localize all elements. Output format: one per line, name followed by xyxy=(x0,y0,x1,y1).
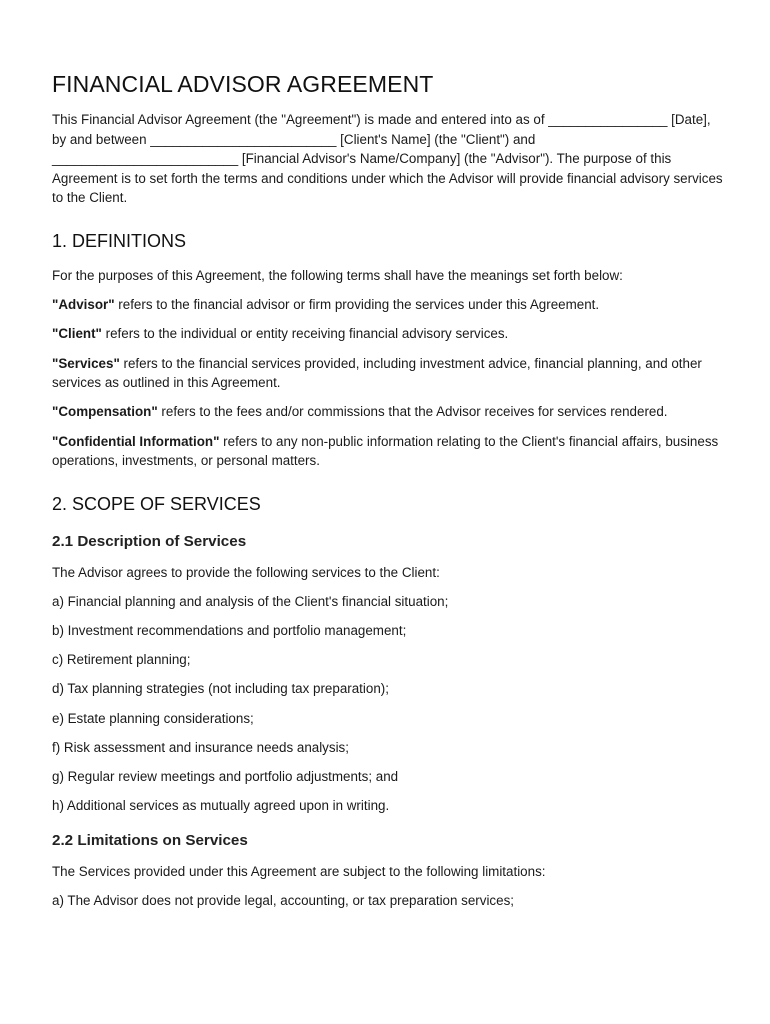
description-of-services-heading: 2.1 Description of Services xyxy=(52,532,247,550)
definition-text: refers to the fees and/or commissions that the Advisor receives for services rendered. xyxy=(157,404,668,420)
list-item: e) Estate planning considerations; xyxy=(52,710,254,726)
list-item: h) Additional services as mutually agreed upon in writing. xyxy=(52,798,390,814)
definition-term: "Confidential Information" xyxy=(52,433,220,449)
list-item: g) Regular review meetings and portfolio adjustments; and xyxy=(52,769,399,784)
definition-text: refers to the financial advisor or firm providing the services under this Agreement. xyxy=(114,297,600,313)
definition-services xyxy=(52,354,724,393)
definition-term: "Advisor" xyxy=(52,297,115,313)
definition-term: "Compensation" xyxy=(52,404,158,420)
definition-confidential-information xyxy=(52,432,724,471)
definition-compensation xyxy=(52,402,724,422)
definition-term: "Client" xyxy=(52,326,102,342)
list-item: f) Risk assessment and insurance needs analysis; xyxy=(52,739,349,755)
description-lead: The Advisor agrees to provide the following services to the Client: xyxy=(52,564,440,580)
definition-client xyxy=(52,324,724,344)
definition-text: refers to any non-public information relating to the Client's financial affairs, business operations, investments, or personal matters. xyxy=(52,433,719,469)
document-page xyxy=(52,68,724,920)
scope-heading: 2. SCOPE OF SERVICES xyxy=(52,493,261,514)
list-item: d) Tax planning strategies (not including tax preparation); xyxy=(52,681,389,697)
list-item: a) The Advisor does not provide legal, accounting, or tax preparation services; xyxy=(52,892,514,908)
list-item: b) Investment recommendations and portfolio management; xyxy=(52,623,407,639)
limitations-lead: The Services provided under this Agreement are subject to the following limitations: xyxy=(52,863,546,879)
list-item: c) Retirement planning; xyxy=(52,652,191,668)
definitions-lead: For the purposes of this Agreement, the following terms shall have the meanings set forth below: xyxy=(52,267,623,283)
definition-term: "Services" xyxy=(52,355,120,371)
definition-text: refers to the financial services provided, including investment advice, financial planning, and other services as outlined in this Agreement. xyxy=(52,355,702,391)
document-title: FINANCIAL ADVISOR AGREEMENT xyxy=(52,71,434,97)
intro-paragraph: This Financial Advisor Agreement (the "Agreement") is made and entered into as of ________________ [Date], by and between _________________________ [Client's Name] (the "Client") and _________________________ [Financial Advisor's Name/Company] (the "Advisor"). The purpose of this Agreement is to set forth the terms and conditions under which the Advisor will provide financial advisory services to the Client. xyxy=(52,112,723,206)
definition-text: refers to the individual or entity receiving financial advisory services. xyxy=(101,326,509,342)
definition-advisor xyxy=(52,295,724,315)
definitions-heading: 1. DEFINITIONS xyxy=(52,230,187,251)
list-item: a) Financial planning and analysis of the Client's financial situation; xyxy=(52,593,449,609)
limitations-on-services-heading: 2.2 Limitations on Services xyxy=(52,831,248,849)
